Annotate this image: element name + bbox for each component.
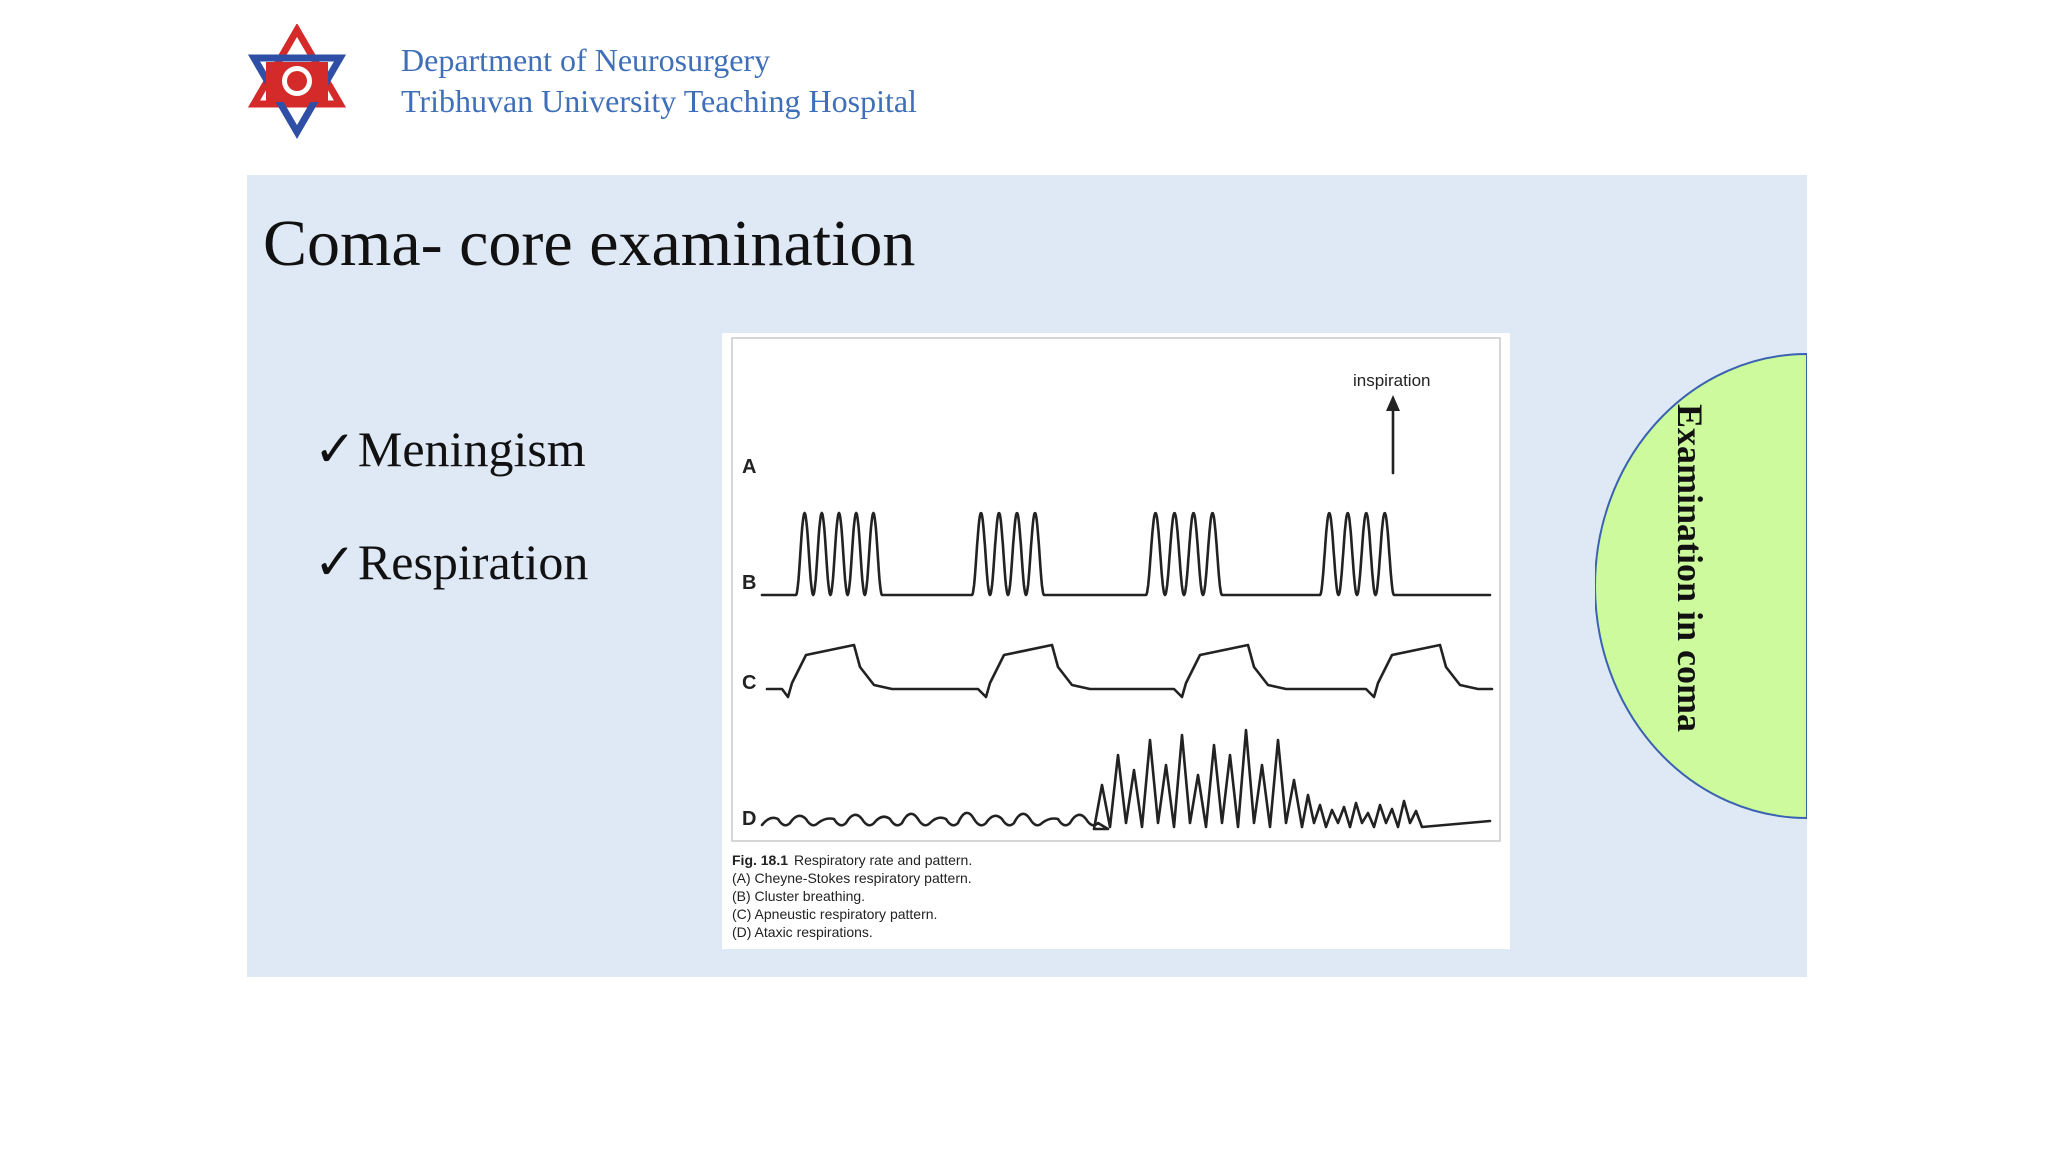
checkmark-icon: ✓ [314,421,356,477]
hospital-name: Tribhuvan University Teaching Hospital [401,83,917,119]
caption-number: Fig. 18.1 [732,852,789,868]
trace-label-c: C [742,672,757,694]
slide-title: Coma- core examination [263,207,916,280]
trace-label-a: A [742,456,757,478]
caption-line: (C) Apneustic respiratory pattern. [732,906,938,922]
bullet-text: Meningism [357,421,586,477]
trace-label-d: D [742,808,757,830]
checkmark-icon: ✓ [314,534,356,590]
department-header [401,40,917,122]
respiratory-pattern-figure [722,333,1510,949]
caption-title: Respiratory rate and pattern. [794,852,973,868]
bullet-meningism [314,420,586,478]
caption-line: (A) Cheyne-Stokes respiratory pattern. [732,870,972,886]
caption-line: (D) Ataxic respirations. [732,924,873,940]
department-name: Department of Neurosurgery [401,42,771,78]
inspiration-label: inspiration [1353,371,1431,390]
bullet-respiration [314,533,588,591]
side-tab-label-text: Examination in coma [1670,403,1710,733]
caption-line: (B) Cluster breathing. [732,888,866,904]
trace-label-b: B [742,572,757,594]
institute-logo [228,24,378,154]
bullet-text: Respiration [357,534,589,590]
figure-caption [732,851,972,941]
